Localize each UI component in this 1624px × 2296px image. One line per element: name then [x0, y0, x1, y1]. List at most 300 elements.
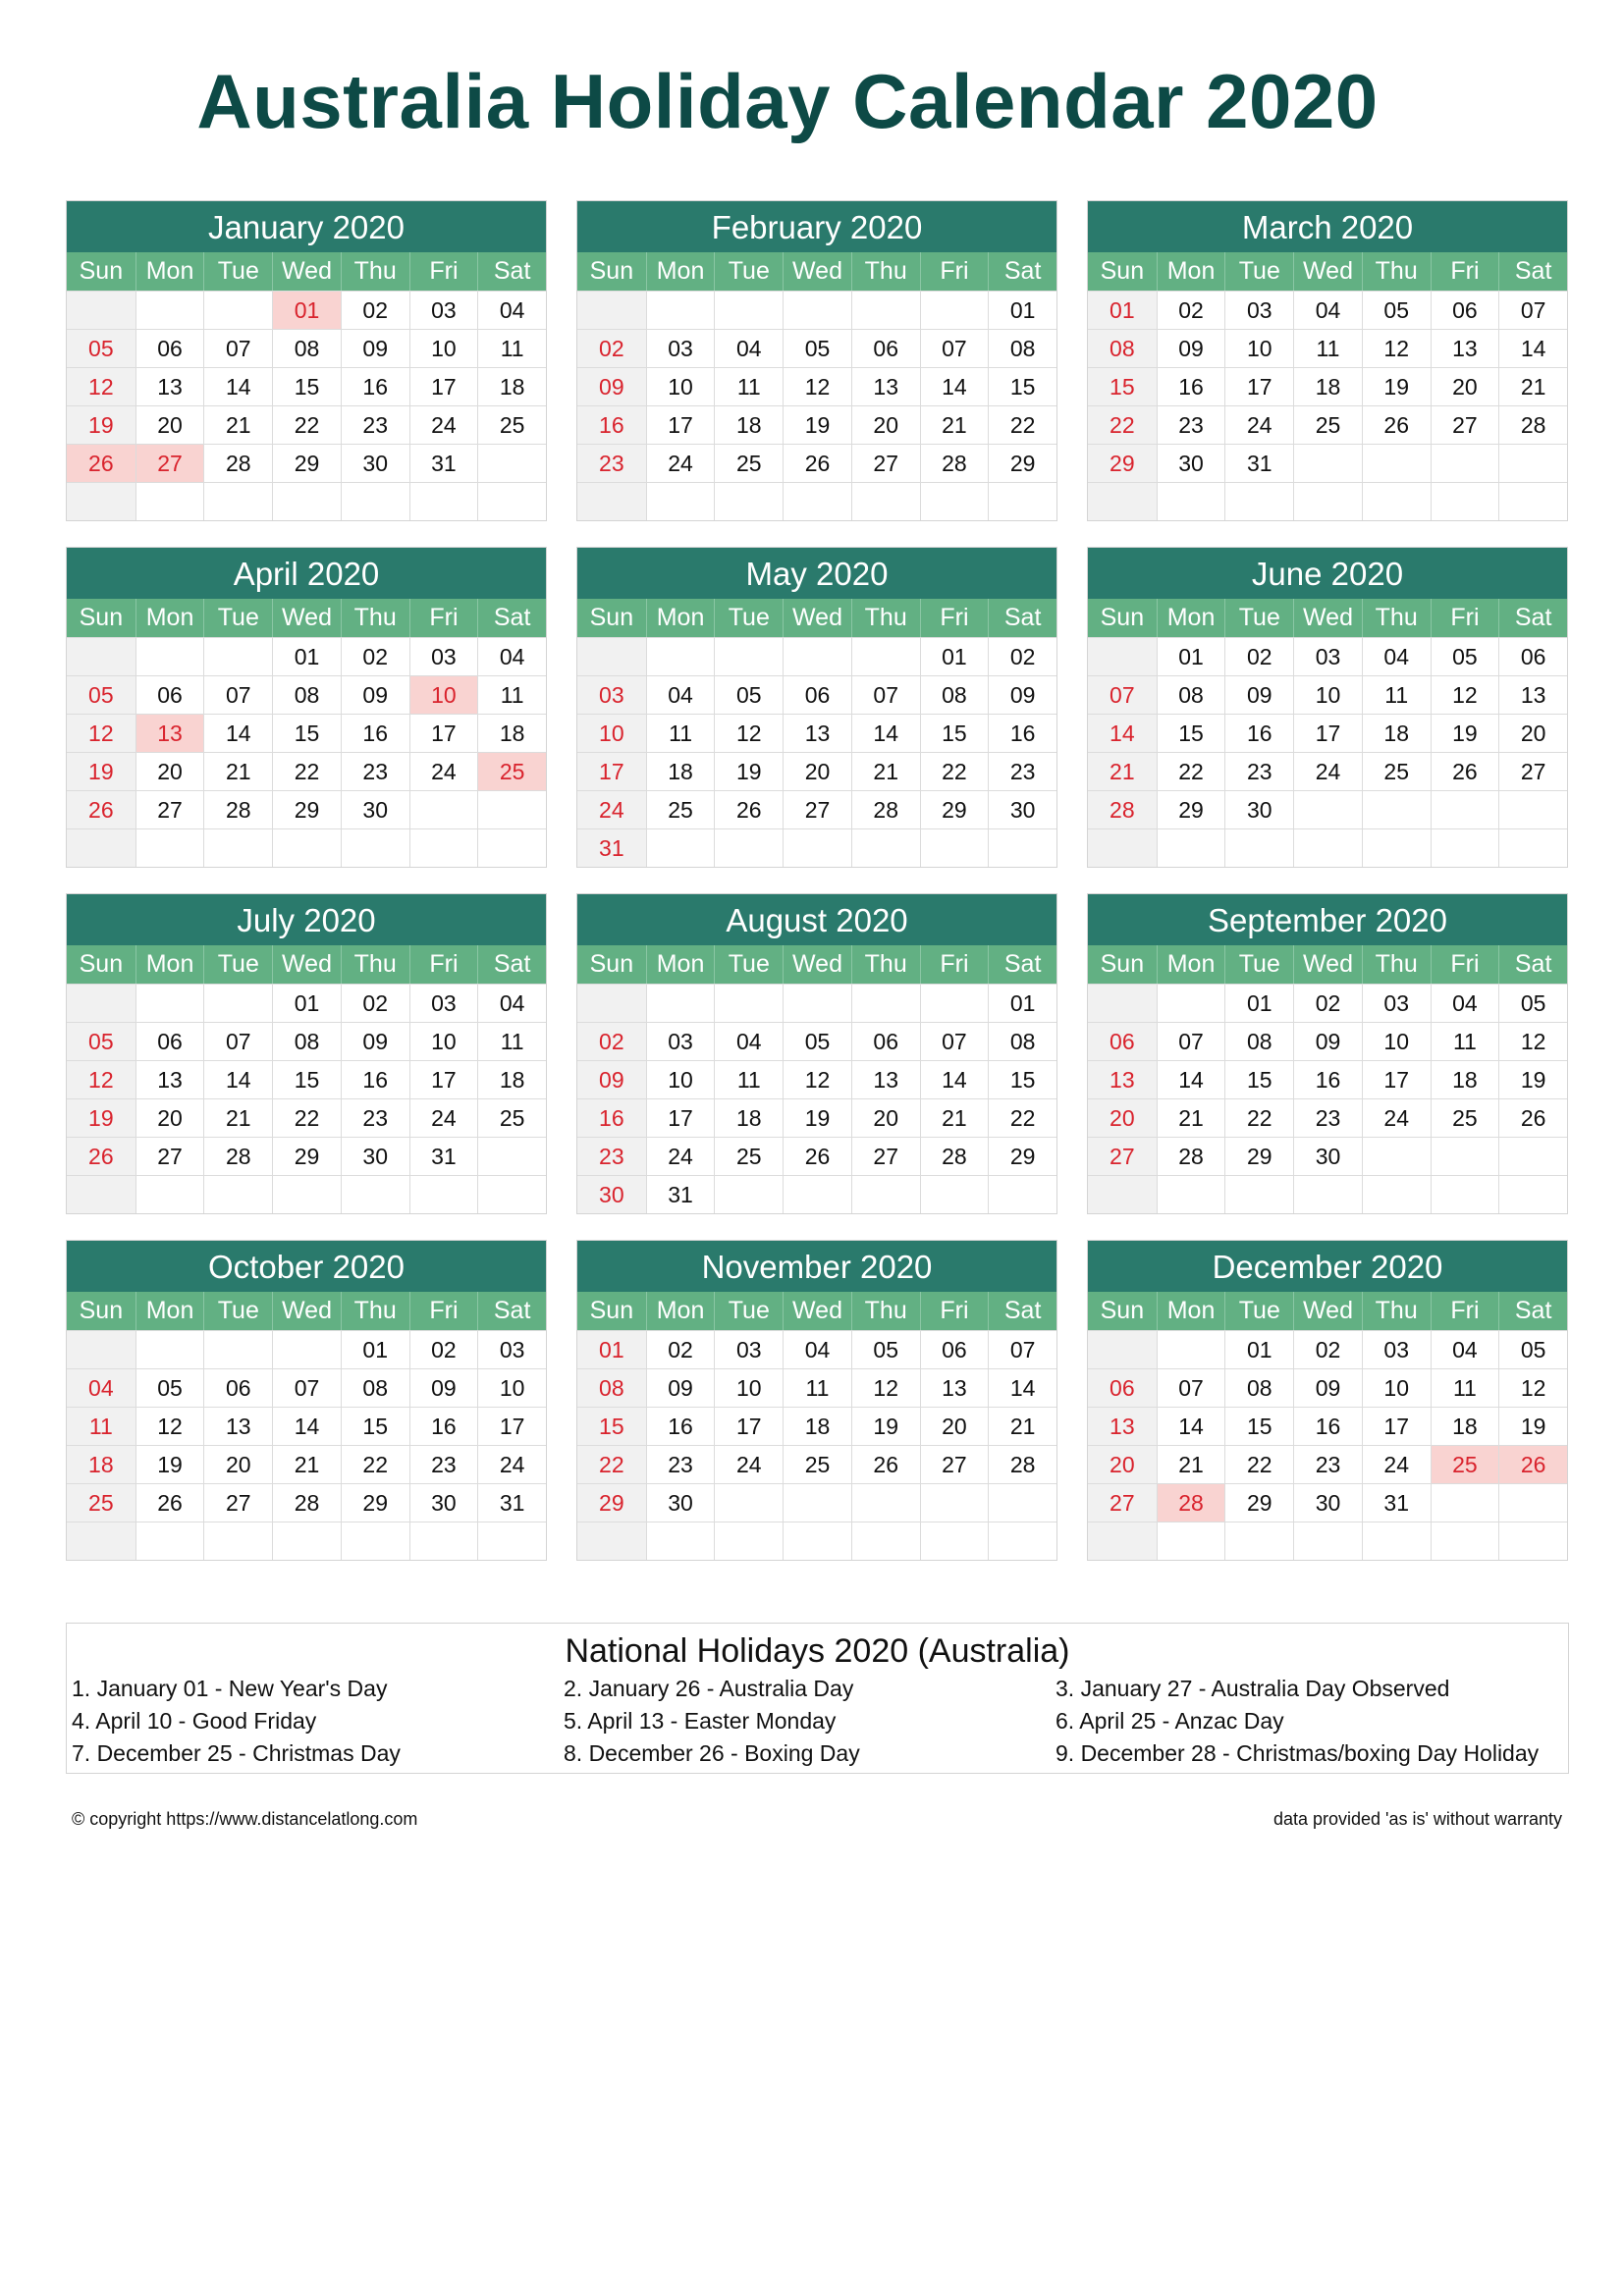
day-cell: 22	[1224, 1445, 1293, 1483]
day-cell: 30	[1224, 790, 1293, 828]
day-cell: 18	[714, 1098, 783, 1137]
day-cell: 23	[577, 444, 646, 482]
day-cell: 19	[783, 405, 851, 444]
day-cell: 01	[341, 1330, 409, 1368]
day-cell: 13	[783, 714, 851, 752]
weekday-label: Sun	[589, 1297, 634, 1324]
empty-day-cell	[477, 828, 546, 867]
day-cell: 20	[851, 405, 920, 444]
day-cell: 21	[1498, 367, 1567, 405]
empty-day-cell	[714, 1175, 783, 1213]
day-cell: 28	[272, 1483, 341, 1522]
empty-day-cell	[920, 984, 989, 1022]
day-cell: 04	[783, 1330, 851, 1368]
empty-day-cell	[409, 482, 478, 520]
day-cell: 05	[1362, 291, 1431, 329]
day-cell: 23	[341, 405, 409, 444]
weekday-label: Sat	[988, 945, 1056, 984]
day-cell: 11	[646, 714, 715, 752]
empty-day-cell	[1293, 1522, 1362, 1560]
day-cell: 02	[341, 291, 409, 329]
day-cell: 12	[67, 1060, 135, 1098]
day-cell: 28	[920, 1137, 989, 1175]
day-cell: 13	[135, 1060, 204, 1098]
weekday-header	[67, 1292, 546, 1330]
day-cell: 08	[577, 1368, 646, 1407]
weekday-header	[1088, 945, 1567, 984]
day-cell: 06	[1088, 1022, 1157, 1060]
weekday-label: Mon	[646, 1292, 715, 1330]
empty-day-cell	[67, 1522, 135, 1560]
day-cell: 11	[477, 1022, 546, 1060]
empty-day-cell	[67, 828, 135, 867]
day-cell: 07	[920, 329, 989, 367]
empty-day-cell	[135, 1522, 204, 1560]
day-cell: 19	[67, 752, 135, 790]
day-cell: 17	[714, 1407, 783, 1445]
month-title: March 2020	[1088, 201, 1567, 252]
day-cell: 17	[577, 752, 646, 790]
day-cell: 09	[409, 1368, 478, 1407]
day-cell: 28	[1498, 405, 1567, 444]
month-title: June 2020	[1088, 548, 1567, 599]
day-cell: 15	[1224, 1060, 1293, 1098]
empty-day-cell	[1224, 1522, 1293, 1560]
day-cell: 11	[714, 367, 783, 405]
day-cell: 10	[409, 329, 478, 367]
day-cell: 13	[851, 367, 920, 405]
empty-day-cell	[341, 1175, 409, 1213]
weekday-label: Sat	[477, 945, 546, 984]
day-cell: 15	[988, 367, 1056, 405]
empty-day-cell	[714, 828, 783, 867]
day-cell: 02	[577, 1022, 646, 1060]
day-cell: 05	[67, 1022, 135, 1060]
empty-day-cell	[272, 828, 341, 867]
day-cell: 07	[203, 329, 272, 367]
holiday-item: 2. January 26 - Australia Day	[564, 1676, 854, 1701]
day-cell: 14	[851, 714, 920, 752]
empty-day-cell	[1431, 482, 1499, 520]
weekday-label: Sun	[589, 257, 634, 285]
empty-day-cell	[714, 1522, 783, 1560]
day-cell: 16	[341, 714, 409, 752]
day-cell: 13	[135, 367, 204, 405]
day-cell: 03	[577, 675, 646, 714]
empty-day-cell	[988, 1175, 1056, 1213]
day-cell: 16	[409, 1407, 478, 1445]
day-cell: 01	[988, 984, 1056, 1022]
day-cell: 14	[988, 1368, 1056, 1407]
empty-day-cell	[577, 637, 646, 675]
day-cell: 29	[1224, 1483, 1293, 1522]
day-cell: 30	[341, 444, 409, 482]
day-cell: 25	[714, 1137, 783, 1175]
empty-day-cell	[714, 984, 783, 1022]
weekday-label: Mon	[1157, 599, 1225, 637]
day-cell: 26	[135, 1483, 204, 1522]
day-cell: 22	[988, 405, 1056, 444]
month-calendar	[576, 547, 1057, 868]
weekday-label: Fri	[409, 945, 478, 984]
day-cell: 18	[1431, 1060, 1499, 1098]
day-cell: 06	[920, 1330, 989, 1368]
day-cell: 03	[646, 1022, 715, 1060]
day-cell: 29	[341, 1483, 409, 1522]
empty-day-cell	[988, 482, 1056, 520]
day-cell: 28	[920, 444, 989, 482]
weekday-label: Thu	[341, 1292, 409, 1330]
day-cell: 21	[1088, 752, 1157, 790]
holidays-title: National Holidays 2020 (Australia)	[565, 1632, 1070, 1670]
day-cell: 04	[714, 329, 783, 367]
empty-day-cell	[1498, 444, 1567, 482]
day-cell: 20	[1498, 714, 1567, 752]
empty-day-cell	[988, 828, 1056, 867]
weekday-label: Sat	[988, 599, 1056, 637]
day-cell: 07	[988, 1330, 1056, 1368]
day-cell: 05	[135, 1368, 204, 1407]
weekday-label: Sat	[477, 252, 546, 291]
day-cell: 14	[203, 367, 272, 405]
day-cell: 17	[646, 405, 715, 444]
day-cell: 24	[646, 1137, 715, 1175]
day-cell: 19	[851, 1407, 920, 1445]
day-cell: 23	[988, 752, 1056, 790]
day-cell: 04	[714, 1022, 783, 1060]
day-cell: 24	[409, 405, 478, 444]
empty-day-cell	[1088, 482, 1157, 520]
day-cell: 29	[1224, 1137, 1293, 1175]
weekday-label: Mon	[646, 945, 715, 984]
day-cell: 12	[1498, 1368, 1567, 1407]
day-cell: 26	[714, 790, 783, 828]
month-title: October 2020	[67, 1241, 546, 1292]
day-cell: 08	[272, 329, 341, 367]
holiday-day-cell: 27	[135, 444, 204, 482]
day-cell: 16	[341, 367, 409, 405]
day-cell: 25	[67, 1483, 135, 1522]
empty-day-cell	[203, 1175, 272, 1213]
weekday-label: Thu	[341, 599, 409, 637]
empty-day-cell	[920, 1483, 989, 1522]
empty-day-cell	[1088, 1175, 1157, 1213]
day-cell: 27	[1088, 1137, 1157, 1175]
weekday-label: Tue	[714, 252, 783, 291]
day-cell: 22	[988, 1098, 1056, 1137]
empty-day-cell	[203, 1330, 272, 1368]
empty-day-cell	[1293, 790, 1362, 828]
day-cell: 21	[920, 405, 989, 444]
holiday-item: 8. December 26 - Boxing Day	[564, 1740, 860, 1766]
day-cell: 17	[1362, 1060, 1431, 1098]
weekday-label: Thu	[1362, 945, 1431, 984]
day-cell: 26	[783, 444, 851, 482]
day-cell: 16	[577, 405, 646, 444]
day-cell: 21	[851, 752, 920, 790]
day-cell: 19	[135, 1445, 204, 1483]
weekday-label: Sat	[1498, 252, 1567, 291]
day-cell: 16	[577, 1098, 646, 1137]
day-cell: 06	[1498, 637, 1567, 675]
empty-day-cell	[783, 637, 851, 675]
day-cell: 30	[341, 1137, 409, 1175]
empty-day-cell	[577, 482, 646, 520]
day-cell: 15	[272, 1060, 341, 1098]
day-cell: 23	[646, 1445, 715, 1483]
day-cell: 23	[1224, 752, 1293, 790]
empty-day-cell	[783, 1175, 851, 1213]
day-cell: 02	[1157, 291, 1225, 329]
day-cell: 23	[409, 1445, 478, 1483]
day-cell: 02	[988, 637, 1056, 675]
day-cell: 09	[646, 1368, 715, 1407]
day-cell: 03	[409, 637, 478, 675]
empty-day-cell	[1362, 444, 1431, 482]
empty-day-cell	[203, 291, 272, 329]
day-cell: 21	[920, 1098, 989, 1137]
empty-day-cell	[477, 1175, 546, 1213]
day-cell: 14	[1498, 329, 1567, 367]
day-cell: 17	[1362, 1407, 1431, 1445]
empty-day-cell	[135, 828, 204, 867]
day-cell: 24	[1362, 1445, 1431, 1483]
empty-day-cell	[1498, 1137, 1567, 1175]
day-cell: 07	[1157, 1022, 1225, 1060]
weekday-label: Sat	[988, 252, 1056, 291]
day-grid	[67, 291, 546, 520]
day-cell: 21	[203, 405, 272, 444]
day-cell: 21	[203, 752, 272, 790]
empty-day-cell	[920, 291, 989, 329]
day-cell: 09	[577, 367, 646, 405]
day-cell: 04	[646, 675, 715, 714]
day-cell: 17	[1224, 367, 1293, 405]
weekday-label: Wed	[1293, 945, 1362, 984]
weekday-label: Sat	[477, 599, 546, 637]
day-cell: 19	[67, 405, 135, 444]
months-grid	[66, 200, 1569, 1561]
day-cell: 09	[341, 675, 409, 714]
weekday-header	[577, 252, 1056, 291]
empty-day-cell	[1293, 482, 1362, 520]
day-cell: 09	[1293, 1368, 1362, 1407]
day-cell: 31	[409, 1137, 478, 1175]
day-grid	[67, 984, 546, 1213]
empty-day-cell	[851, 1483, 920, 1522]
day-cell: 02	[1293, 984, 1362, 1022]
day-cell: 01	[988, 291, 1056, 329]
weekday-label: Fri	[1431, 599, 1499, 637]
weekday-label: Mon	[1157, 252, 1225, 291]
weekday-label: Fri	[1431, 1292, 1499, 1330]
holiday-list	[67, 1673, 1568, 1770]
empty-day-cell	[1293, 1175, 1362, 1213]
day-grid	[577, 291, 1056, 520]
weekday-header	[577, 599, 1056, 637]
day-cell: 27	[851, 1137, 920, 1175]
day-cell: 05	[1498, 1330, 1567, 1368]
empty-day-cell	[477, 444, 546, 482]
day-cell: 10	[646, 367, 715, 405]
day-cell: 02	[341, 984, 409, 1022]
month-title: August 2020	[577, 894, 1056, 945]
day-cell: 24	[714, 1445, 783, 1483]
day-cell: 01	[1224, 1330, 1293, 1368]
empty-day-cell	[714, 637, 783, 675]
weekday-label: Fri	[409, 1292, 478, 1330]
day-grid	[577, 1330, 1056, 1560]
day-cell: 11	[1362, 675, 1431, 714]
day-cell: 18	[714, 405, 783, 444]
day-cell: 22	[920, 752, 989, 790]
weekday-label: Fri	[409, 252, 478, 291]
day-cell: 01	[1088, 291, 1157, 329]
empty-day-cell	[203, 482, 272, 520]
day-cell: 21	[272, 1445, 341, 1483]
empty-day-cell	[67, 291, 135, 329]
empty-day-cell	[851, 482, 920, 520]
day-cell: 28	[988, 1445, 1056, 1483]
empty-day-cell	[67, 984, 135, 1022]
day-cell: 16	[341, 1060, 409, 1098]
day-cell: 19	[714, 752, 783, 790]
day-cell: 22	[272, 752, 341, 790]
day-cell: 01	[272, 984, 341, 1022]
day-cell: 22	[1224, 1098, 1293, 1137]
day-cell: 16	[1293, 1407, 1362, 1445]
day-cell: 04	[1431, 1330, 1499, 1368]
day-cell: 03	[714, 1330, 783, 1368]
empty-day-cell	[646, 984, 715, 1022]
day-cell: 11	[1293, 329, 1362, 367]
weekday-label: Mon	[135, 599, 204, 637]
day-cell: 19	[1498, 1407, 1567, 1445]
day-cell: 14	[1088, 714, 1157, 752]
empty-day-cell	[203, 637, 272, 675]
empty-day-cell	[1224, 1175, 1293, 1213]
day-cell: 14	[203, 714, 272, 752]
day-grid	[67, 1330, 546, 1560]
day-cell: 24	[1224, 405, 1293, 444]
weekday-label: Mon	[1157, 1292, 1225, 1330]
day-grid	[1088, 291, 1567, 520]
day-cell: 18	[477, 367, 546, 405]
day-cell: 12	[67, 714, 135, 752]
day-cell: 18	[646, 752, 715, 790]
empty-day-cell	[409, 828, 478, 867]
day-cell: 25	[714, 444, 783, 482]
day-cell: 04	[1293, 291, 1362, 329]
empty-day-cell	[135, 291, 204, 329]
day-cell: 24	[1293, 752, 1362, 790]
empty-day-cell	[1431, 444, 1499, 482]
day-cell: 07	[272, 1368, 341, 1407]
day-grid	[67, 637, 546, 867]
day-cell: 08	[272, 1022, 341, 1060]
day-cell: 24	[577, 790, 646, 828]
empty-day-cell	[646, 828, 715, 867]
holiday-day-cell: 10	[409, 675, 478, 714]
month-calendar	[66, 547, 547, 868]
empty-day-cell	[1362, 1522, 1431, 1560]
weekday-label: Sat	[1498, 945, 1567, 984]
day-cell: 06	[1088, 1368, 1157, 1407]
day-cell: 02	[577, 329, 646, 367]
weekday-header	[1088, 1292, 1567, 1330]
day-cell: 15	[1157, 714, 1225, 752]
day-cell: 22	[1088, 405, 1157, 444]
weekday-label: Wed	[783, 945, 851, 984]
day-cell: 18	[477, 1060, 546, 1098]
day-cell: 26	[783, 1137, 851, 1175]
weekday-label: Mon	[1157, 945, 1225, 984]
month-calendar	[576, 893, 1057, 1214]
day-cell: 29	[272, 444, 341, 482]
empty-day-cell	[1498, 828, 1567, 867]
day-cell: 30	[409, 1483, 478, 1522]
day-cell: 12	[714, 714, 783, 752]
day-cell: 07	[1498, 291, 1567, 329]
day-cell: 20	[920, 1407, 989, 1445]
day-cell: 11	[477, 675, 546, 714]
empty-day-cell	[1088, 828, 1157, 867]
day-cell: 05	[67, 329, 135, 367]
copyright-text: © copyright https://www.distancelatlong.com	[72, 1809, 418, 1829]
empty-day-cell	[1498, 1175, 1567, 1213]
holiday-day-cell: 26	[1498, 1445, 1567, 1483]
month-calendar	[1087, 200, 1568, 521]
weekday-label: Thu	[851, 599, 920, 637]
weekday-label: Sun	[1100, 257, 1145, 285]
day-cell: 31	[477, 1483, 546, 1522]
holiday-day-cell: 26	[67, 444, 135, 482]
weekday-label: Tue	[1224, 252, 1293, 291]
day-cell: 09	[341, 329, 409, 367]
empty-day-cell	[203, 828, 272, 867]
day-cell: 20	[1431, 367, 1499, 405]
empty-day-cell	[920, 1175, 989, 1213]
holiday-day-cell: 01	[272, 291, 341, 329]
day-cell: 27	[783, 790, 851, 828]
day-cell: 07	[203, 1022, 272, 1060]
day-cell: 08	[272, 675, 341, 714]
weekday-label: Tue	[1224, 945, 1293, 984]
weekday-label: Sun	[79, 950, 124, 978]
weekday-label: Wed	[272, 599, 341, 637]
day-cell: 03	[1224, 291, 1293, 329]
day-cell: 12	[783, 367, 851, 405]
empty-day-cell	[67, 1175, 135, 1213]
month-title: May 2020	[577, 548, 1056, 599]
weekday-header	[67, 252, 546, 291]
day-cell: 17	[477, 1407, 546, 1445]
day-cell: 29	[920, 790, 989, 828]
day-cell: 28	[203, 444, 272, 482]
day-cell: 07	[1157, 1368, 1225, 1407]
holiday-day-cell: 28	[1157, 1483, 1225, 1522]
weekday-label: Wed	[272, 252, 341, 291]
day-cell: 05	[67, 675, 135, 714]
day-cell: 24	[409, 752, 478, 790]
weekday-header	[577, 945, 1056, 984]
holiday-item: 7. December 25 - Christmas Day	[72, 1740, 401, 1766]
day-cell: 11	[783, 1368, 851, 1407]
day-grid	[577, 984, 1056, 1213]
day-cell: 22	[272, 1098, 341, 1137]
empty-day-cell	[783, 984, 851, 1022]
empty-day-cell	[1293, 444, 1362, 482]
